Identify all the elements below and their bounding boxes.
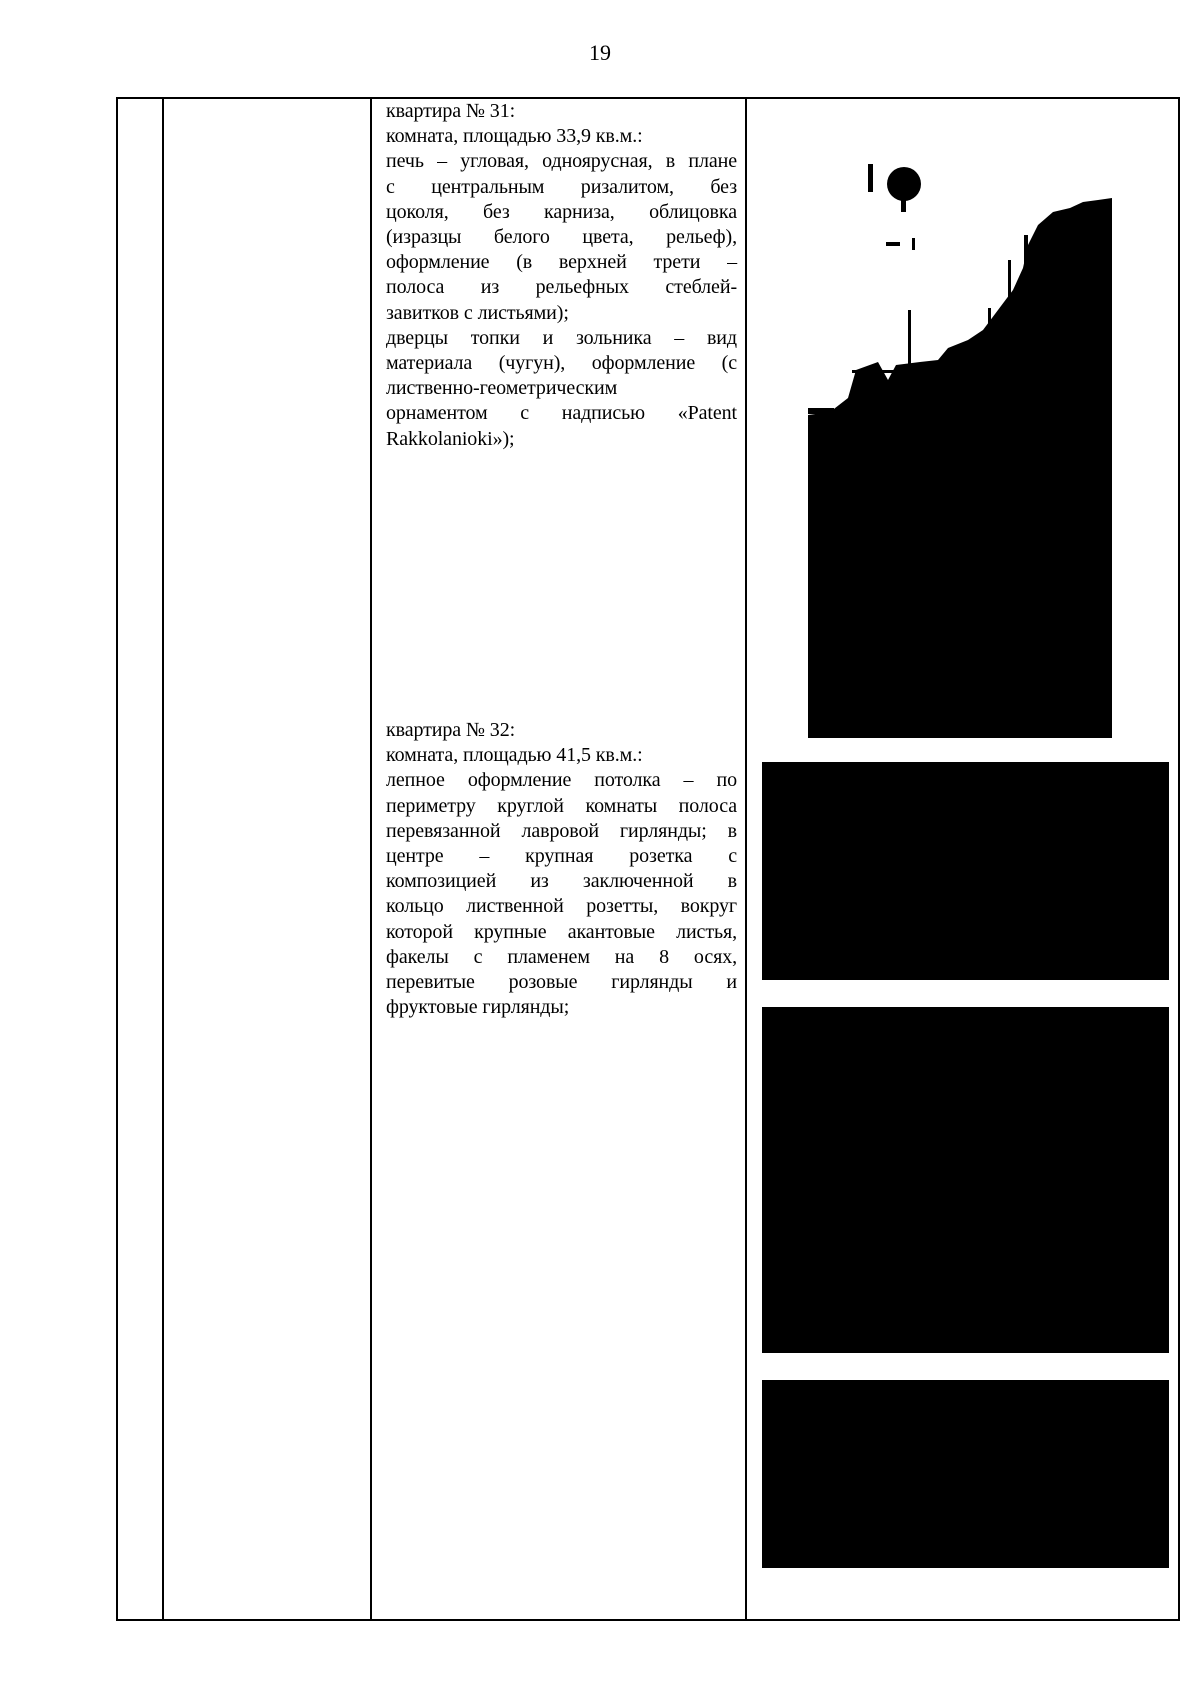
column-divider-3 <box>745 97 747 1621</box>
text-line: завитков с листьями); <box>386 301 569 324</box>
page-number: 19 <box>589 40 611 65</box>
text-line: лепное оформление потолка – по <box>386 769 737 792</box>
text-line: фруктовые гирлянды; <box>386 996 570 1019</box>
apartment-31-room-area: комната, площадью 33,9 кв.м.: <box>386 125 643 148</box>
text-line: периметру круглой комнаты полоса <box>386 794 737 817</box>
text-line: печь – угловая, одноярусная, в плане <box>386 150 737 173</box>
ceiling-photo-3 <box>762 1380 1169 1568</box>
apartment-32-description <box>386 718 737 1020</box>
apartment-32-room-area: комната, площадью 41,5 кв.м.: <box>386 744 643 767</box>
text-line: лиственно-геометрическим <box>386 377 618 400</box>
stove-photo <box>808 150 1120 738</box>
text-line: перевязанной лавровой гирлянды; в <box>386 819 737 842</box>
column-divider-1 <box>162 97 164 1621</box>
text-line: перевитые розовые гирлянды и <box>386 971 737 994</box>
ceiling-photo-1 <box>762 762 1169 980</box>
ceiling-photo-2 <box>762 1007 1169 1353</box>
text-line: которой крупные акантовые листья, <box>386 920 737 943</box>
text-line: цоколя, без карниза, облицовка <box>386 200 737 223</box>
apartment-32-heading: квартира № 32: <box>386 719 516 741</box>
text-line: полоса из рельефных стеблей- <box>386 276 737 299</box>
text-line: дверцы топки и зольника – вид <box>386 326 737 349</box>
text-line: факелы с пламенем на 8 осях, <box>386 945 737 968</box>
apartment-31-description <box>386 99 737 452</box>
text-line: с центральным ризалитом, без <box>386 175 737 198</box>
text-line: Rakkolanioki»); <box>386 427 515 450</box>
text-line: кольцо лиственной розетты, вокруг <box>386 895 737 918</box>
text-line: оформление (в верхней трети – <box>386 251 737 274</box>
text-line: (изразцы белого цвета, рельеф), <box>386 226 737 249</box>
stove-photo-image <box>808 150 1120 738</box>
text-line: орнаментом с надписью «Patent <box>386 402 737 425</box>
text-line: материала (чугун), оформление (с <box>386 352 737 375</box>
text-line: центре – крупная розетка с <box>386 845 737 868</box>
column-divider-2 <box>370 97 372 1621</box>
text-line: композицией из заключенной в <box>386 870 737 893</box>
apartment-31-heading: квартира № 31: <box>386 100 516 122</box>
